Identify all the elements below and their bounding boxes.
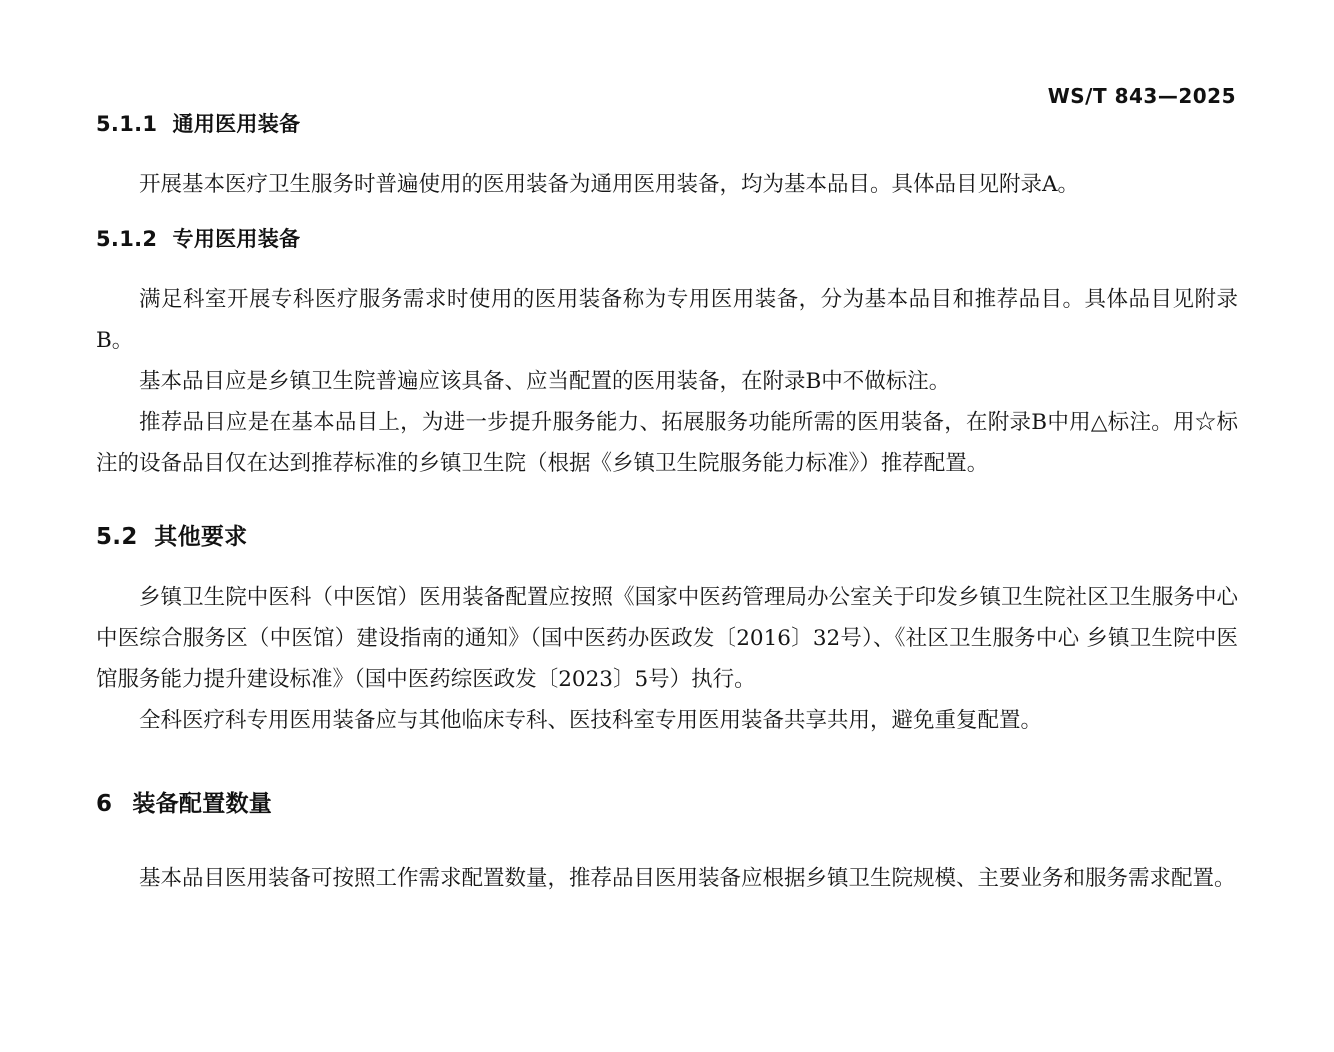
section-heading-6 (96, 785, 1238, 818)
clause-number: 5.1.2 (96, 227, 158, 251)
section-number: 6 (96, 791, 113, 817)
paragraph-5-2-2: 全科医疗科专用医用装备应与其他临床专科、医技科室专用医用装备共享共用，避免重复配置。 (139, 708, 1043, 733)
page-header-standard-code: WS/T 843—2025 (1047, 84, 1236, 108)
paragraph-5-1-1-1: 开展基本医疗卫生服务时普遍使用的医用装备为通用医用装备，均为基本品目。具体品目见附录A。 (139, 172, 1080, 197)
paragraph-5-1-2-3: 推荐品目应是在基本品目上，为进一步提升服务能力、拓展服务功能所需的医用装备，在附录B中用△标注。用☆标注的设备品目仅在达到推荐标准的乡镇卫生院（根据《乡镇卫生院服务能力标准》）推荐配置。 (96, 410, 1238, 476)
clause-number: 5.1.1 (96, 112, 158, 136)
document-body (96, 108, 1238, 899)
paragraph-5-1-2-2: 基本品目应是乡镇卫生院普遍应该具备、应当配置的医用装备，在附录B中不做标注。 (139, 369, 951, 394)
paragraph-5-1-2-1: 满足科室开展专科医疗服务需求时使用的医用装备称为专用医用装备，分为基本品目和推荐品目。具体品目见附录B。 (96, 287, 1238, 353)
clause-title: 其他要求 (154, 524, 248, 550)
clause-title: 通用医用装备 (172, 112, 301, 136)
clause-heading-5-2 (96, 518, 1238, 551)
section-title: 装备配置数量 (132, 791, 273, 817)
clause-number: 5.2 (96, 524, 138, 550)
paragraph-6-1: 基本品目医用装备可按照工作需求配置数量，推荐品目医用装备应根据乡镇卫生院规模、主要业务和服务需求配置。 (139, 866, 1236, 891)
clause-title: 专用医用装备 (172, 227, 301, 251)
paragraph-5-2-1: 乡镇卫生院中医科（中医馆）医用装备配置应按照《国家中医药管理局办公室关于印发乡镇卫生院社区卫生服务中心中医综合服务区（中医馆）建设指南的通知》（国中医药办医政发〔2016〕32号）、《社区卫生服务中心 乡镇卫生院中医馆服务能力提升建设标准》（国中医药综医政发〔2023〕5号）执行。 (96, 585, 1238, 692)
clause-heading-5-1-1 (96, 108, 1238, 138)
clause-heading-5-1-2 (96, 223, 1238, 253)
